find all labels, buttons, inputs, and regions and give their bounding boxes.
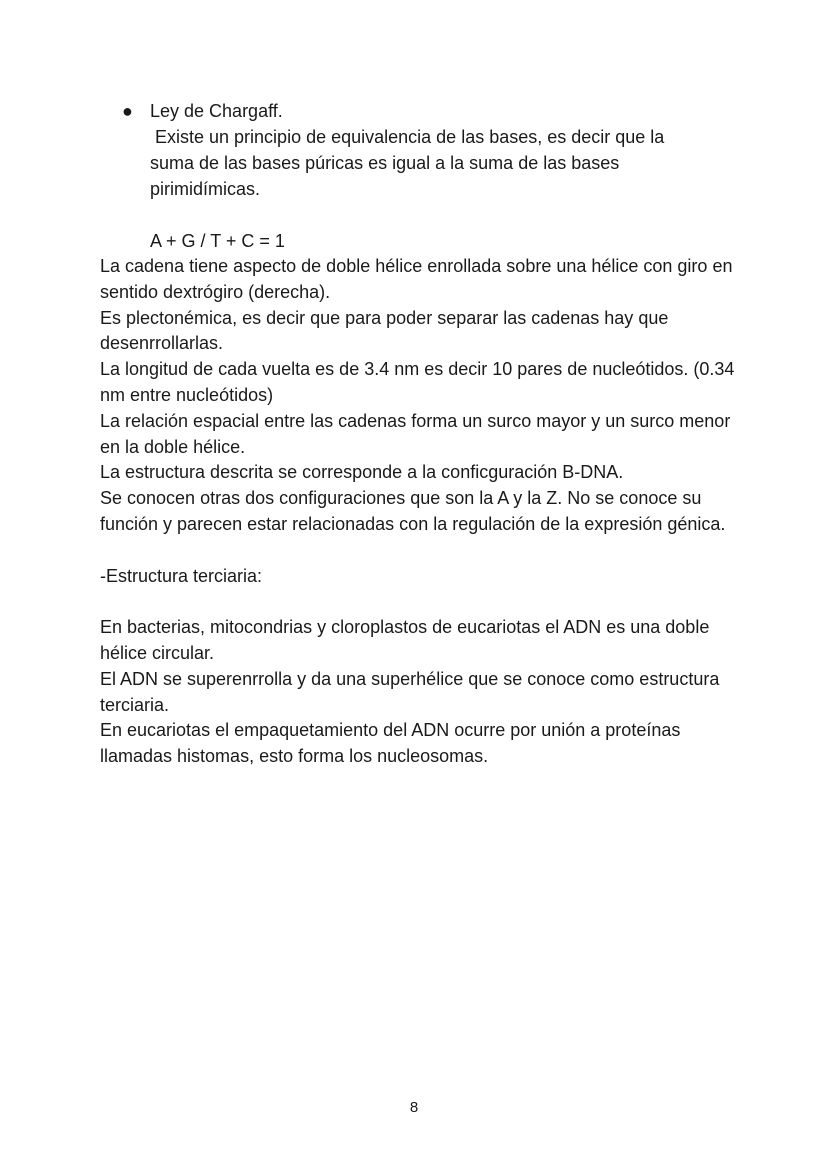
paragraph-helix: La cadena tiene aspecto de doble hélice enrollada sobre una hélice con giro en sentido dextrógiro (derecha). [100,256,733,302]
paragraph-other-configurations: Se conocen otras dos configuraciones que son la A y la Z. No se conoce su función y parecen estar relacionadas con la regulación de la expresión génica. [100,488,726,534]
paragraph-b-dna: La estructura descrita se corresponde a la conficguración B-DNA. [100,462,624,483]
bullet-content [150,98,742,254]
bullet-dot-icon: ● [122,101,133,121]
bullet-text [150,124,710,202]
bullet-row [122,98,742,254]
paragraph-grooves: La relación espacial entre las cadenas forma un surco mayor y un surco menor en la doble hélice. [100,410,731,457]
page-number: 8 [409,1099,419,1116]
bullet-text-content: Existe un principio de equivalencia de las bases, es decir que la suma de las bases púricas es igual a la suma de las bases pirimidímicas. [150,127,665,199]
paragraph-nucleosomes: En eucariotas el empaquetamiento del ADN ocurre por unión a proteínas llamadas histomas, esto forma los nucleosomas. [100,720,681,767]
chargaff-formula: A + G / T + C = 1 [150,231,285,251]
paragraph-circular-dna: En bacterias, mitocondrias y cloroplastos de eucariotas el ADN es una doble hélice circular. [100,617,710,663]
paragraph-supercoiling: El ADN se superenrrolla y da una superhélice que se conoce como estructura terciaria. [100,668,720,715]
bullet-title: Ley de Chargaff. [150,101,283,121]
spacer [100,538,740,564]
body-text [100,254,740,770]
paragraph-plectonemic: Es plectonémica, es decir que para poder separar las cadenas hay que desenrrollarlas. [100,307,669,354]
paragraph-turn-length: La longitud de cada vuelta es de 3.4 nm es decir 10 pares de nucleótidos. (0.34 nm entre nucleótidos) [100,359,735,405]
chargaff-bullet [122,98,742,254]
spacer [100,589,740,615]
section-heading: -Estructura terciaria: [100,565,263,586]
